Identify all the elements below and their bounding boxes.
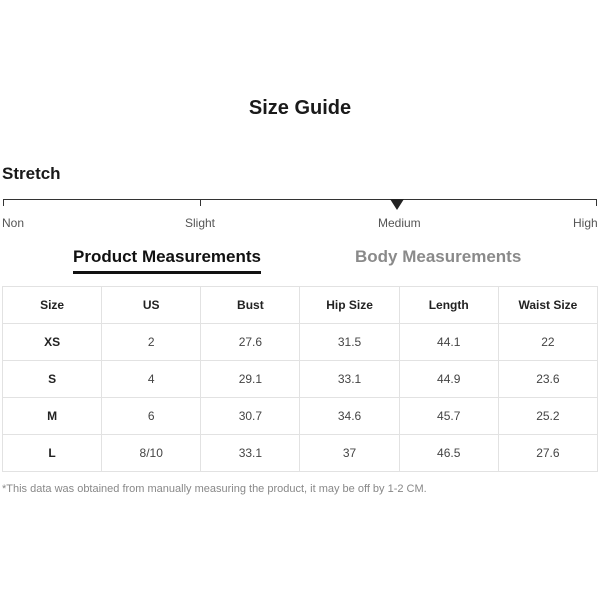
column-header: US xyxy=(102,287,201,324)
table-header-row xyxy=(3,287,598,324)
table-cell: 25.2 xyxy=(498,398,597,435)
table-cell: 22 xyxy=(498,324,597,361)
table-cell: 2 xyxy=(102,324,201,361)
stretch-label-slight: Slight xyxy=(185,216,216,230)
table-row xyxy=(3,361,598,398)
table-cell: 29.1 xyxy=(201,361,300,398)
table-cell-size: M xyxy=(3,398,102,435)
table-cell: 44.1 xyxy=(399,324,498,361)
table-row xyxy=(3,435,598,472)
stretch-indicator-icon xyxy=(390,199,404,210)
table-cell: 46.5 xyxy=(399,435,498,472)
table-cell-size: L xyxy=(3,435,102,472)
stretch-tick-slight xyxy=(200,199,201,206)
stretch-heading: Stretch xyxy=(2,164,61,183)
column-header: Waist Size xyxy=(498,287,597,324)
table-cell: 45.7 xyxy=(399,398,498,435)
table-cell: 27.6 xyxy=(201,324,300,361)
table-cell: 31.5 xyxy=(300,324,399,361)
table-cell: 4 xyxy=(102,361,201,398)
column-header: Bust xyxy=(201,287,300,324)
column-header: Hip Size xyxy=(300,287,399,324)
table-cell: 8/10 xyxy=(102,435,201,472)
table-cell: 27.6 xyxy=(498,435,597,472)
stretch-label-non: Non xyxy=(2,216,25,230)
stretch-label-medium: Medium xyxy=(378,216,421,230)
tab-product-measurements[interactable]: Product Measurements xyxy=(73,247,261,274)
table-cell: 37 xyxy=(300,435,399,472)
table-cell-size: S xyxy=(3,361,102,398)
table-cell: 34.6 xyxy=(300,398,399,435)
table-row xyxy=(3,324,598,361)
size-table xyxy=(2,286,598,472)
table-cell: 33.1 xyxy=(300,361,399,398)
table-cell: 44.9 xyxy=(399,361,498,398)
stretch-label-high: High xyxy=(573,216,598,230)
table-cell: 33.1 xyxy=(201,435,300,472)
table-cell: 23.6 xyxy=(498,361,597,398)
measurement-note: *This data was obtained from manually measuring the product, it may be off by 1-2 CM. xyxy=(2,483,427,495)
stretch-tick-non xyxy=(3,199,4,206)
stretch-tick-high xyxy=(596,199,597,206)
table-cell-size: XS xyxy=(3,324,102,361)
column-header: Size xyxy=(3,287,102,324)
table-row xyxy=(3,398,598,435)
table-cell: 30.7 xyxy=(201,398,300,435)
stretch-scale-line xyxy=(3,199,597,200)
table-cell: 6 xyxy=(102,398,201,435)
tab-body-measurements[interactable]: Body Measurements xyxy=(355,247,522,266)
page-title: Size Guide xyxy=(248,97,352,119)
column-header: Length xyxy=(399,287,498,324)
